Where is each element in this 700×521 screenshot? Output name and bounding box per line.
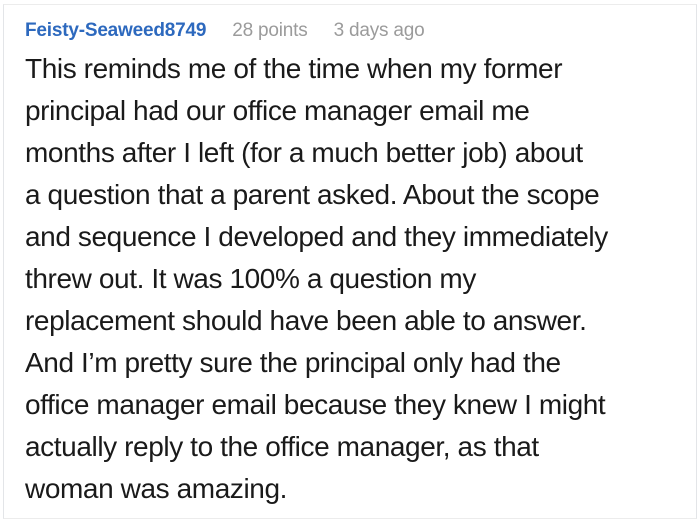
comment-body-line: office manager email because they knew I might: [25, 389, 606, 420]
comment-body-line: actually reply to the office manager, as that: [25, 431, 539, 462]
comment-body-line: months after I left (for a much better job) about: [25, 137, 583, 168]
comment-author-link[interactable]: Feisty-Seaweed8749: [25, 20, 207, 41]
comment-body-line: woman was amazing.: [25, 473, 288, 504]
comment-body-line: a question that a parent asked. About the scope: [25, 179, 600, 210]
comment-body-line: threw out. It was 100% a question my: [25, 263, 476, 294]
comment-timestamp: 3 days ago: [333, 20, 425, 41]
comment-header: [25, 19, 676, 43]
comment-body-line: principal had our office manager email me: [25, 95, 530, 126]
comment-card: [3, 4, 697, 519]
comment-body: [25, 48, 676, 510]
comment-body-line: This reminds me of the time when my former: [25, 53, 563, 84]
comment-body-line: And I’m pretty sure the principal only had the: [25, 347, 561, 378]
comment-body-line: replacement should have been able to answer.: [25, 305, 587, 336]
comment-points: 28 points: [232, 20, 308, 41]
comment-body-line: and sequence I developed and they immediately: [25, 221, 608, 252]
